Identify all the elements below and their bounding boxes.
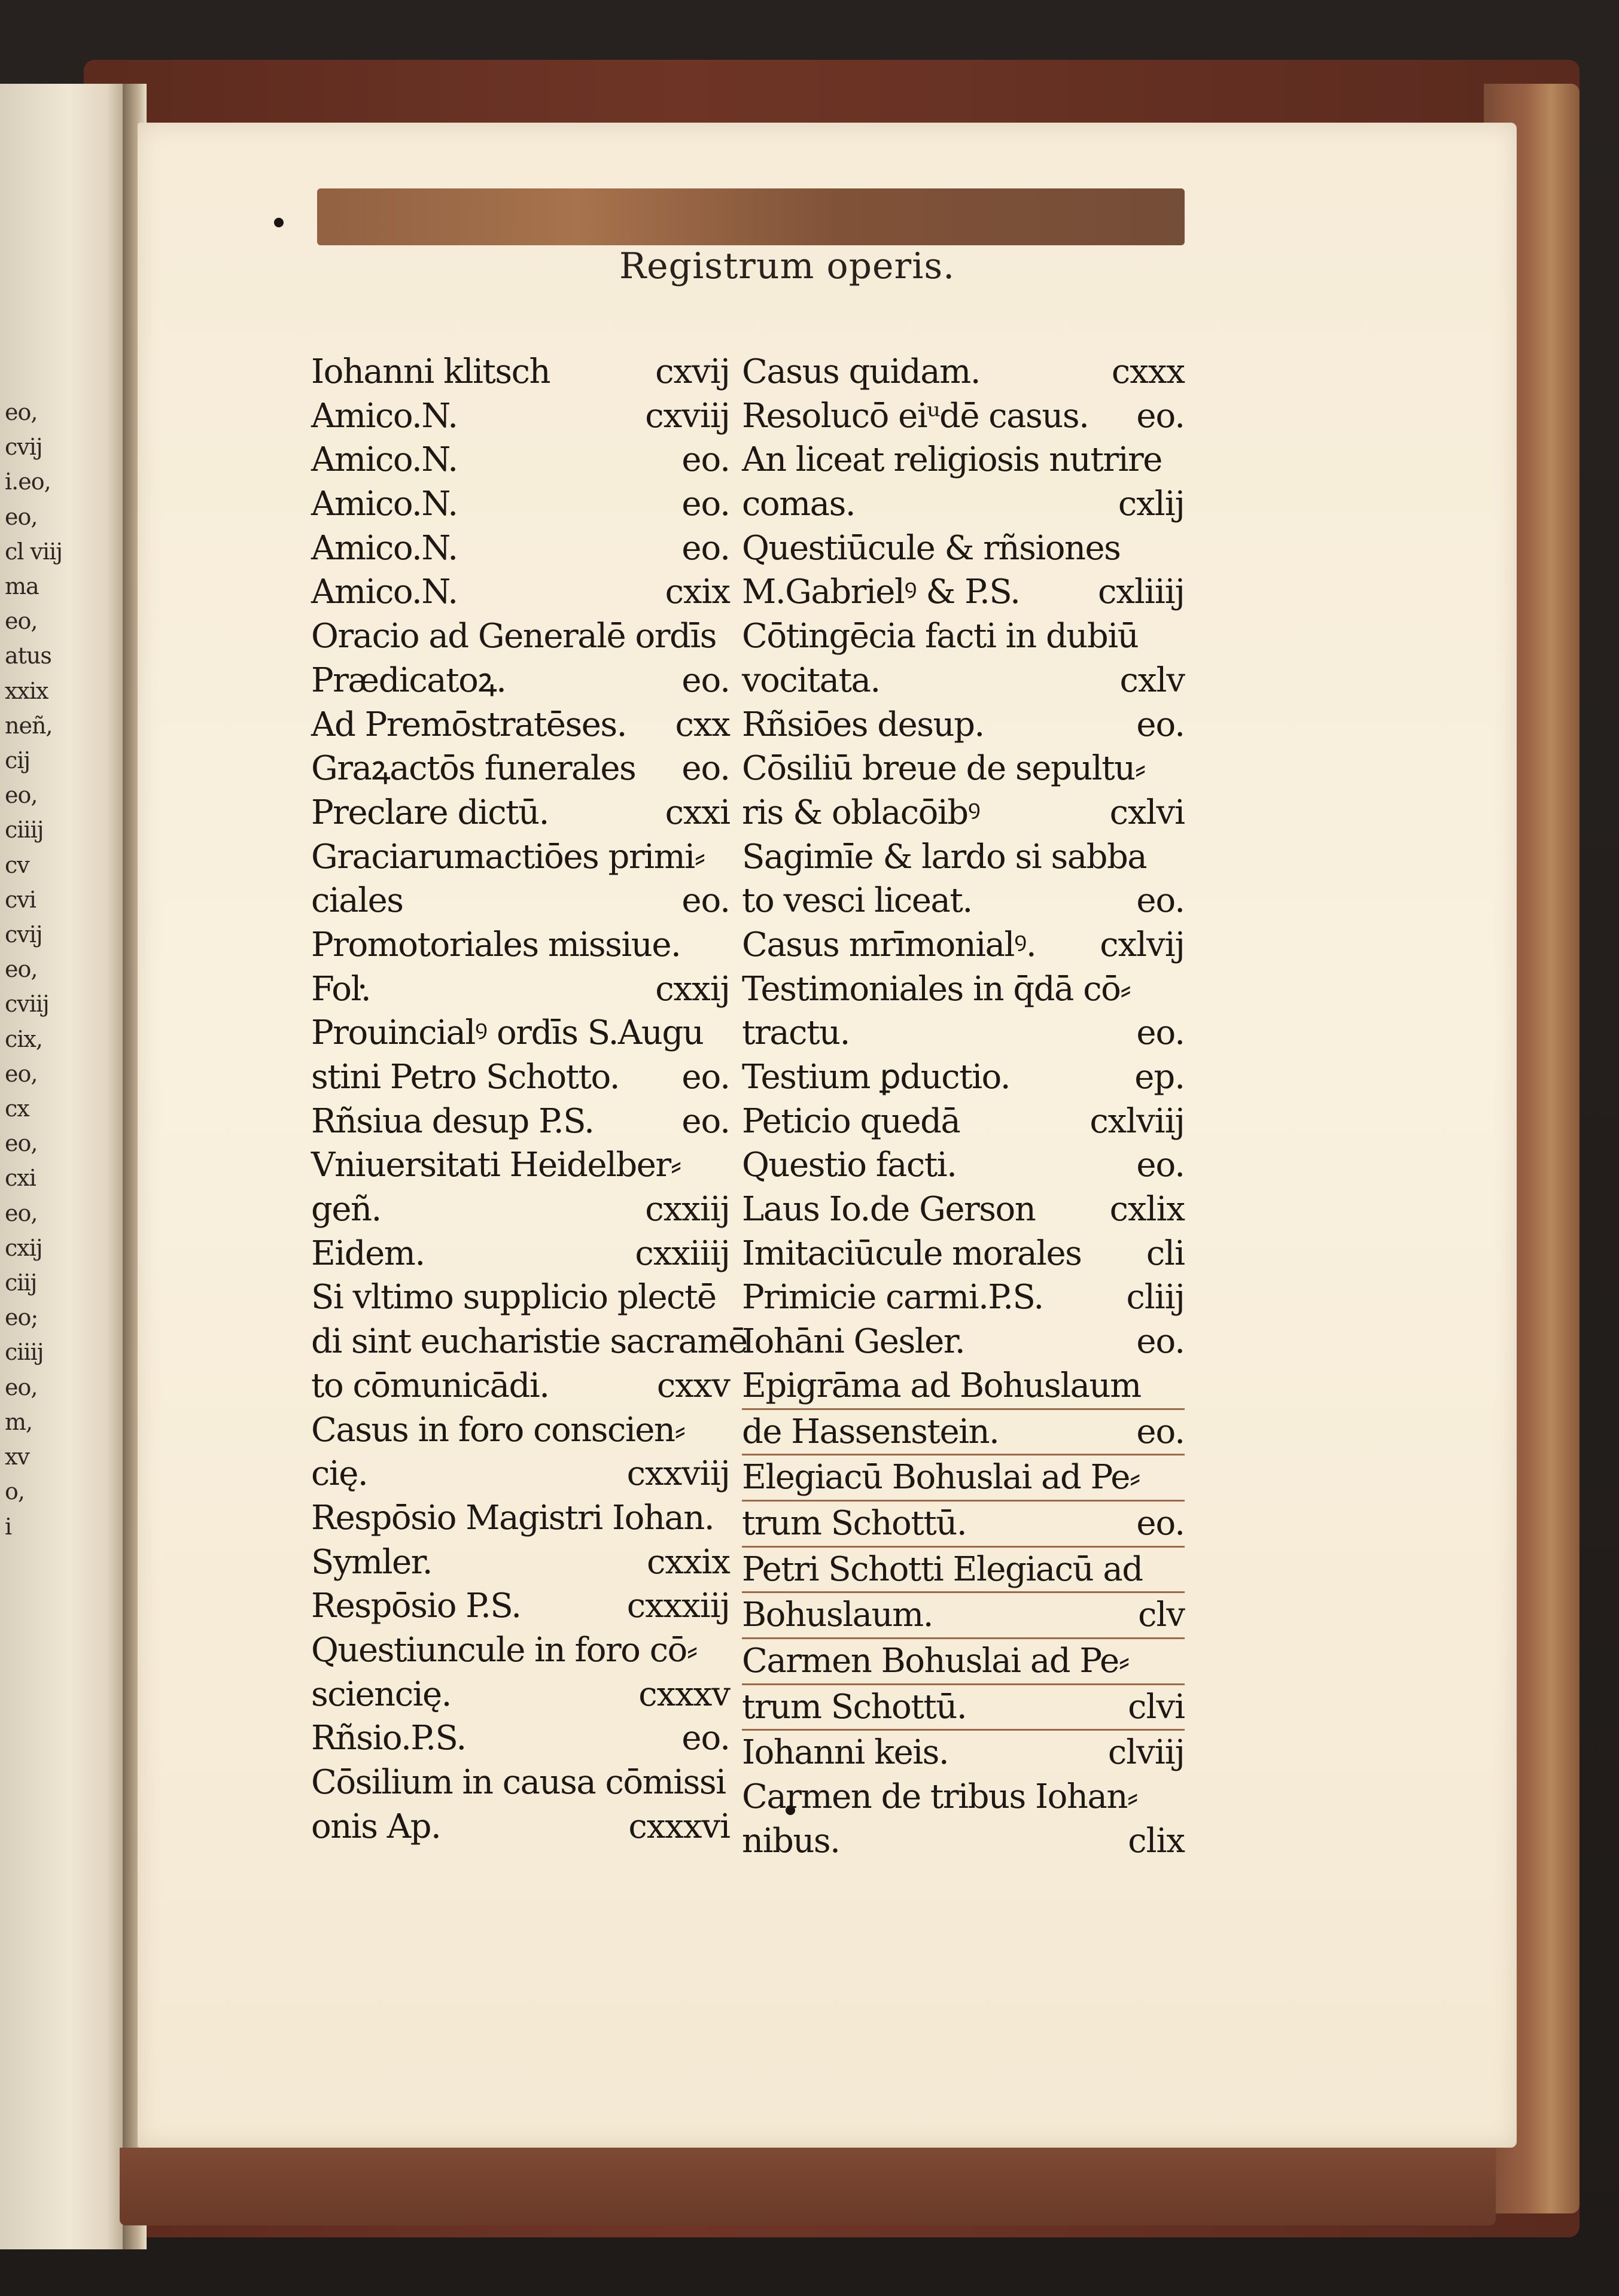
- margin-glyph: eo,: [5, 503, 38, 530]
- entry-folio-number: cxlix: [1109, 1190, 1185, 1229]
- entry-folio-number: [1176, 1548, 1185, 1592]
- register-entry: [742, 835, 1185, 879]
- register-entry: [311, 1496, 730, 1540]
- entry-title: Sagimīe & lardo si sabba: [742, 837, 1147, 876]
- entry-folio-number: cxxix: [646, 1542, 730, 1582]
- register-entry: [311, 1232, 730, 1276]
- entry-title: Amico.N.: [311, 485, 458, 524]
- margin-glyph: eo,: [5, 782, 38, 809]
- facing-page-margin-text: [5, 395, 63, 1544]
- entry-folio-number: [722, 1275, 730, 1320]
- entry-folio-number: cxxviij: [626, 1454, 730, 1494]
- entry-title: geñ.: [311, 1190, 381, 1229]
- register-entry: [742, 1455, 1185, 1502]
- entry-title: Laus Io.de Gerson: [742, 1190, 1036, 1229]
- margin-glyph: cviij: [5, 991, 49, 1018]
- entry-title: Peticio quedā: [742, 1101, 960, 1141]
- entry-title: Casus quidam.: [742, 352, 981, 391]
- entry-title: Cōtingēcia facti in dubiū: [742, 617, 1139, 656]
- entry-title: Symler.: [311, 1542, 433, 1582]
- entry-title: Bohuslaum.: [742, 1595, 933, 1635]
- margin-glyph: cvi: [5, 886, 36, 913]
- entry-folio-number: clviij: [1107, 1733, 1185, 1773]
- entry-title: di sint eucharistie sacramē: [311, 1322, 747, 1362]
- entry-title: Epigrāma ad Bohuslaum: [742, 1366, 1141, 1405]
- entry-folio-number: cxxv: [656, 1366, 730, 1405]
- register-entry: [311, 1716, 730, 1761]
- entry-folio-number: [722, 1408, 730, 1452]
- entry-title: An liceat religiosis nutrire: [742, 440, 1162, 480]
- register-entry: [742, 791, 1185, 835]
- entry-title: Amico.N.: [311, 528, 458, 568]
- register-entry: [742, 923, 1185, 967]
- entry-folio-number: [1176, 1639, 1185, 1683]
- register-entry: [742, 1100, 1185, 1144]
- entry-title: Casus in foro conscien⸗: [311, 1410, 685, 1450]
- margin-glyph: cx: [5, 1095, 29, 1122]
- margin-glyph: cij: [5, 747, 31, 774]
- register-entry: [311, 1100, 730, 1144]
- entry-folio-number: cxlvij: [1100, 925, 1185, 964]
- register-entry: [742, 1143, 1185, 1187]
- entry-folio-number: cxxxvi: [628, 1807, 730, 1846]
- register-entry: [742, 1819, 1185, 1863]
- register-entry: [311, 879, 730, 923]
- entry-title: Carmen de tribus Iohan⸗: [742, 1777, 1138, 1816]
- entry-folio-number: ep.: [1134, 1058, 1185, 1097]
- register-entry: [311, 438, 730, 482]
- register-entry: [311, 350, 730, 394]
- page-top-stain: [317, 188, 1185, 245]
- margin-glyph: cl viij: [5, 538, 63, 565]
- entry-folio-number: eo.: [681, 528, 730, 568]
- margin-glyph: atus: [5, 642, 51, 669]
- register-entry: [311, 1143, 730, 1187]
- register-entry: [742, 438, 1185, 482]
- register-entry: [311, 614, 730, 659]
- entry-title: Graciarumactiōes primi⸗: [311, 837, 705, 876]
- entry-folio-number: [722, 1496, 730, 1540]
- register-entry: [311, 659, 730, 703]
- entry-title: Questiuncule in foro cō⸗: [311, 1630, 697, 1670]
- entry-title: Graꝝactōs funerales: [311, 749, 636, 788]
- margin-glyph: eo,: [5, 1199, 38, 1226]
- register-column-left: [311, 350, 747, 1849]
- entry-title: comas.: [742, 485, 856, 524]
- entry-folio-number: cliij: [1126, 1278, 1185, 1317]
- register-entry: [311, 1584, 730, 1628]
- register-entry: [742, 350, 1185, 394]
- entry-folio-number: eo.: [1136, 1013, 1185, 1053]
- entry-title: Ad Premōstratēses.: [311, 705, 626, 744]
- margin-glyph: xxix: [5, 677, 48, 704]
- register-entry: [311, 526, 730, 571]
- entry-folio-number: eo.: [1136, 1503, 1185, 1543]
- register-entry: [311, 1275, 730, 1320]
- register-entry: [742, 1639, 1185, 1685]
- entry-folio-number: [722, 835, 730, 879]
- entry-folio-number: [1176, 835, 1185, 879]
- entry-folio-number: cxxij: [655, 969, 730, 1009]
- margin-glyph: cv: [5, 851, 29, 878]
- entry-title: ris & oblacōibꝰ: [742, 793, 980, 832]
- entry-folio-number: [722, 923, 730, 967]
- register-entry: [311, 1187, 730, 1232]
- margin-glyph: eo,: [5, 608, 38, 635]
- register-entry: [742, 1364, 1185, 1410]
- entry-folio-number: eo.: [681, 881, 730, 921]
- entry-title: Questio facti.: [742, 1146, 957, 1185]
- margin-glyph: eo,: [5, 1374, 38, 1400]
- register-column-right: [742, 350, 1185, 1863]
- entry-title: Promotoriales missiue.: [311, 925, 681, 964]
- entry-folio-number: cxxi: [665, 793, 730, 832]
- entry-title: Primicie carmi.P.S.: [742, 1278, 1043, 1317]
- entry-folio-number: [1176, 747, 1185, 791]
- entry-folio-number: cxxiij: [645, 1190, 730, 1229]
- entry-folio-number: [1176, 1455, 1185, 1500]
- register-entry: [311, 394, 730, 439]
- entry-title: de Hassenstein.: [742, 1412, 999, 1451]
- register-entry: [311, 703, 730, 747]
- entry-title: Amico.N.: [311, 440, 458, 480]
- entry-title: Foŀ.: [311, 969, 371, 1009]
- entry-folio-number: eo.: [681, 440, 730, 480]
- entry-title: Rñsiua desup P.S.: [311, 1101, 594, 1141]
- entry-title: to cōmunicādi.: [311, 1366, 549, 1405]
- entry-title: Elegiacū Bohuslai ad Pe⸗: [742, 1458, 1140, 1497]
- entry-folio-number: cxx: [675, 705, 730, 744]
- entry-folio-number: cxxx: [1111, 352, 1185, 391]
- entry-folio-number: [1176, 614, 1185, 659]
- register-entry: [311, 747, 730, 791]
- register-entry: [311, 835, 730, 879]
- entry-title: vocitata.: [742, 660, 880, 700]
- register-entry: [742, 1011, 1185, 1055]
- entry-folio-number: eo.: [681, 1058, 730, 1097]
- register-entry: [311, 1805, 730, 1849]
- entry-folio-number: eo.: [681, 485, 730, 524]
- register-entry: [311, 482, 730, 526]
- entry-title: tractu.: [742, 1013, 850, 1053]
- register-entry: [742, 614, 1185, 659]
- entry-folio-number: cli: [1146, 1234, 1185, 1273]
- register-entry: [311, 1452, 730, 1496]
- entry-folio-number: [722, 1628, 730, 1673]
- register-entry: [742, 1232, 1185, 1276]
- margin-glyph: i.eo,: [5, 468, 51, 495]
- entry-title: Testimoniales in q̄dā cō⸗: [742, 969, 1131, 1009]
- entry-folio-number: [1176, 526, 1185, 571]
- register-entry: [742, 703, 1185, 747]
- entry-folio-number: eo.: [681, 1101, 730, 1141]
- entry-folio-number: eo.: [1136, 705, 1185, 744]
- register-entry: [742, 570, 1185, 614]
- margin-glyph: ciiij: [5, 817, 44, 844]
- entry-folio-number: cxlv: [1119, 660, 1185, 700]
- entry-title: Petri Schotti Elegiacū ad: [742, 1549, 1143, 1589]
- register-entry: [742, 659, 1185, 703]
- margin-glyph: cvij: [5, 434, 42, 461]
- margin-glyph: i: [5, 1513, 12, 1540]
- margin-glyph: xv: [5, 1444, 29, 1470]
- register-entry: [742, 1187, 1185, 1232]
- entry-folio-number: cxlviij: [1090, 1101, 1185, 1141]
- entry-folio-number: [722, 1143, 730, 1187]
- entry-title: Si vltimo supplicio plectē: [311, 1278, 716, 1317]
- entry-folio-number: [722, 614, 730, 659]
- register-entry: [311, 1540, 730, 1585]
- entry-title: trum Schottū.: [742, 1687, 967, 1726]
- margin-glyph: ma: [5, 573, 39, 600]
- entry-title: Carmen Bohuslai ad Pe⸗: [742, 1641, 1129, 1680]
- entry-title: Prouincialꝰ ordīs S.Augu: [311, 1013, 704, 1053]
- margin-glyph: eo;: [5, 1304, 38, 1331]
- entry-folio-number: eo.: [681, 1719, 730, 1758]
- margin-glyph: ciiij: [5, 1339, 44, 1366]
- entry-title: Cōsiliū breue de sepultu⸗: [742, 749, 1145, 788]
- register-entry: [311, 1364, 730, 1408]
- entry-title: trum Schottū.: [742, 1503, 967, 1543]
- entry-folio-number: eo.: [681, 749, 730, 788]
- entry-title: Preclare dictū.: [311, 793, 549, 832]
- entry-folio-number: cxlij: [1118, 485, 1185, 524]
- entry-title: Respōsio Magistri Iohan.: [311, 1498, 714, 1537]
- ink-dot: [274, 218, 284, 227]
- register-entry: [742, 1502, 1185, 1548]
- cover-bottom-edge: [120, 2148, 1496, 2225]
- entry-title: Rñsiōes desup.: [742, 705, 984, 744]
- entry-folio-number: cxliiij: [1098, 573, 1185, 612]
- entry-folio-number: cxxxiij: [626, 1587, 730, 1626]
- register-entry: [311, 1673, 730, 1717]
- entry-title: Oracio ad Generalē ordīs: [311, 617, 716, 656]
- entry-title: sciencię.: [311, 1674, 451, 1714]
- entry-folio-number: cxviij: [645, 396, 730, 436]
- entry-folio-number: eo.: [1136, 881, 1185, 921]
- margin-glyph: eo,: [5, 399, 38, 425]
- margin-glyph: cxij: [5, 1234, 42, 1261]
- entry-folio-number: eo.: [1136, 1322, 1185, 1362]
- entry-folio-number: [726, 1761, 734, 1805]
- register-entry: [311, 570, 730, 614]
- entry-title: Iohāni Gesler.: [742, 1322, 965, 1362]
- entry-title: Prædicatoꝝ.: [311, 660, 506, 700]
- margin-glyph: cvij: [5, 921, 42, 948]
- register-entry: [742, 394, 1185, 439]
- register-entry: [742, 1775, 1185, 1819]
- entry-title: Imitaciūcule morales: [742, 1234, 1082, 1273]
- entry-title: Vniuersitati Heidelber⸗: [311, 1146, 681, 1185]
- register-entry: [311, 791, 730, 835]
- register-entry: [742, 879, 1185, 923]
- entry-title: onis Ap.: [311, 1807, 441, 1846]
- register-entry: [311, 1011, 730, 1055]
- margin-glyph: m,: [5, 1408, 33, 1435]
- entry-folio-number: clvi: [1128, 1687, 1185, 1726]
- register-entry: [742, 1593, 1185, 1639]
- entry-folio-number: cxxiiij: [635, 1234, 730, 1273]
- register-entry: [311, 967, 730, 1012]
- register-entry: [311, 1628, 730, 1673]
- register-entry: [311, 1320, 747, 1364]
- entry-folio-number: [1176, 438, 1185, 482]
- entry-folio-number: cxxxv: [638, 1674, 730, 1714]
- entry-title: nibus.: [742, 1821, 840, 1860]
- entry-title: stini Petro Schotto.: [311, 1058, 620, 1097]
- running-head: Registrum operis.: [619, 245, 955, 287]
- entry-title: Respōsio P.S.: [311, 1587, 521, 1626]
- register-entry: [742, 1320, 1185, 1364]
- margin-glyph: o,: [5, 1478, 25, 1505]
- register-entry: [742, 1685, 1185, 1731]
- register-entry: [742, 1275, 1185, 1320]
- entry-folio-number: cxix: [665, 573, 730, 612]
- entry-title: Questiūcule & rñsiones: [742, 528, 1121, 568]
- entry-title: Iohanni klitsch: [311, 352, 550, 391]
- margin-glyph: eo,: [5, 956, 38, 983]
- register-entry: [742, 1410, 1185, 1456]
- entry-folio-number: [1176, 1364, 1185, 1408]
- register-entry: [742, 482, 1185, 526]
- entry-title: Casus mrīmonialꝰ.: [742, 925, 1036, 964]
- entry-folio-number: clix: [1128, 1821, 1185, 1860]
- entry-folio-number: cxlvi: [1109, 793, 1185, 832]
- entry-title: Eidem.: [311, 1234, 425, 1273]
- entry-folio-number: [722, 1011, 730, 1055]
- entry-title: Resolucō eiᵘdē casus.: [742, 396, 1089, 436]
- register-entry: [311, 1408, 730, 1452]
- entry-title: M.Gabrielꝰ & P.S.: [742, 573, 1020, 612]
- entry-title: Amico.N.: [311, 396, 458, 436]
- entry-folio-number: clv: [1138, 1595, 1185, 1635]
- entry-folio-number: cxvij: [655, 352, 730, 391]
- register-entry: [311, 1761, 730, 1805]
- entry-title: Testium ꝑductio.: [742, 1058, 1011, 1097]
- margin-glyph: neñ,: [5, 712, 53, 739]
- margin-glyph: eo,: [5, 1130, 38, 1157]
- entry-title: Amico.N.: [311, 573, 458, 612]
- entry-folio-number: [1176, 1775, 1185, 1819]
- entry-title: Iohanni keis.: [742, 1733, 949, 1773]
- register-entry: [742, 1731, 1185, 1775]
- register-entry: [311, 923, 730, 967]
- entry-title: to vesci liceat.: [742, 881, 972, 921]
- entry-folio-number: [1176, 967, 1185, 1012]
- facing-page-left: [0, 84, 126, 2249]
- entry-folio-number: eo.: [1136, 1146, 1185, 1185]
- entry-folio-number: eo.: [1136, 396, 1185, 436]
- register-entry: [311, 1055, 730, 1100]
- entry-title: ciales: [311, 881, 403, 921]
- margin-glyph: cix,: [5, 1025, 42, 1052]
- entry-title: Cōsilium in causa cōmissi: [311, 1763, 726, 1802]
- entry-folio-number: eo.: [681, 660, 730, 700]
- register-entry: [742, 967, 1185, 1012]
- entry-folio-number: eo.: [1136, 1412, 1185, 1451]
- register-entry: [742, 747, 1185, 791]
- margin-glyph: eo,: [5, 1060, 38, 1087]
- register-entry: [742, 1055, 1185, 1100]
- register-entry: [742, 526, 1185, 571]
- entry-title: Rñsio.P.S.: [311, 1719, 466, 1758]
- margin-glyph: cxi: [5, 1165, 36, 1192]
- entry-title: cię.: [311, 1454, 368, 1494]
- register-entry: [742, 1548, 1185, 1594]
- margin-glyph: ciij: [5, 1269, 37, 1296]
